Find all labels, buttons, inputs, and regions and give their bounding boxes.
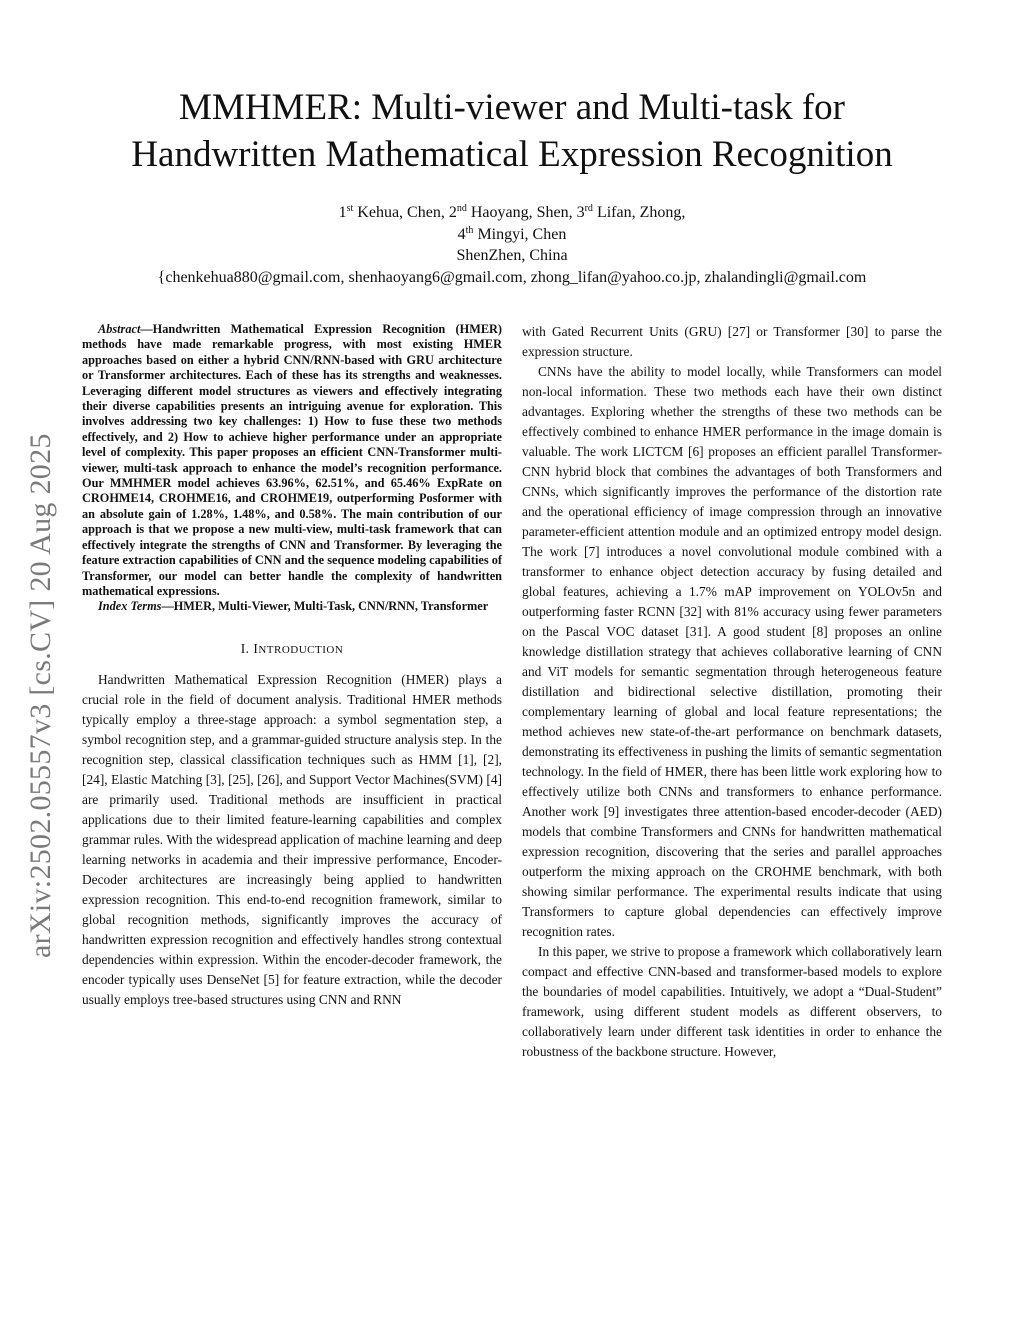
index-terms [82,599,502,614]
author-index: 4 [457,225,466,243]
abstract [82,322,502,615]
author-line-1: 1st Kehua, Chen, 2nd Haoyang, Shen, 3rd Lifan, Zhong, [338,203,686,221]
intro-paragraph-3: In this paper, we strive to propose a framework which collaboratively learn compact and effective CNN-based and transformer-based models to explore the boundaries of model capabilities. Intuitively, we adopt a “Dual-Student” framework, using different student models as different observers, to collaboratively learn under different task identities in order to enhance the robustness of the backbone structure. However, [522,944,942,1059]
author-names-3: Lifan, Zhong, [596,204,686,221]
author-name-4: Mingyi, Chen [477,225,567,243]
left-column [82,322,502,1010]
title-line-2: Handwritten Mathematical Expression Recognition [131,134,893,175]
intro-paragraph-1: Handwritten Mathematical Expression Recognition (HMER) plays a crucial role in the field of document analysis. Traditional HMER methods typically employ a three-stage approach: a symbol segmentation step, a symbol recognition step, and a grammar-guided structure analysis step. In the recognition step, classical classification techniques such as HMM [1], [2], [24], Elastic Matching [3], [25], [26], and Support Vector Machines(SVM) [4] are primarily used. Traditional methods are insufficient in practical applications due to their limited feature-learning capabilities and complex grammar rules. With the widespread application of machine learning and deep learning networks in academia and their impressive performance, Encoder-Decoder architectures are increasingly being applied to handwritten expression recognition. This end-to-end recognition framework, similar to global recognition methods, significantly improves the accuracy of handwritten expression recognition and effectively handles strong contextual dependencies within expression. Within the encoder-decoder framework, the encoder typically uses DenseNet [5] for feature extraction, while the decoder usually employs tree-based structures using CNN and RNN [82,671,502,1007]
title-line-1: MMHMER: Multi-viewer and Multi-task for [179,87,845,128]
affiliation: ShenZhen, China [456,247,568,264]
section-heading-introduction [82,639,502,660]
arxiv-identifier: arXiv:2502.05557v3 [cs.CV] 20 Aug 2025 [24,433,57,958]
abstract-body: —Handwritten Mathematical Expression Recognition (HMER) methods have made remarkable progress, with most existing HMER approaches based on either a hybrid CNN/RNN-based with GRU architecture or Transformer architectures. Each of these has its strengths and weaknesses. Leveraging different model structures as viewers and effectively integrating their diverse capabilities presents an intriguing avenue for exploration. This involves addressing two key challenges: 1) How to fuse these two methods effectively, and 2) How to achieve higher performance under an appropriate level of complexity. This paper proposes an efficient CNN-Transformer multi-viewer, multi-task approach to enhance the model’s recognition performance. Our MMHMER model achieves 63.96%, 62.51%, and 65.46% ExpRate on CROHME14, CROHME16, and CROHME19, outperforming Posformer with an absolute gain of 1.28%, 1.48%, and 0.58%. The main contribution of our approach is that we propose a new multi-view, multi-task framework that can effectively integrate the strengths of CNN and Transformer. By leveraging the feature extraction capabilities of CNN and the sequence modeling capabilities of Transformer, our model can better handle the complexity of handwritten mathematical expressions. [82,322,502,598]
ordinal-suffix: nd [456,203,467,214]
index-terms-list: —HMER, Multi-Viewer, Multi-Task, CNN/RNN, Transformer [161,599,489,614]
section-title-initial: I [253,640,259,656]
section-title-rest: NTRODUCTION [258,643,344,656]
right-column [522,322,942,1062]
ordinal-suffix: rd [584,203,593,214]
author-names-2: Haoyang, Shen, 3 [470,204,585,221]
abstract-paragraph [82,322,502,599]
author-names-1: Kehua, Chen, 2 [357,204,457,221]
index-terms-label: Index Terms [98,599,162,614]
author-emails: {chenkehua880@gmail.com, shenhaoyang6@gmail.com, zhong_lifan@yahoo.co.jp, zhalandingli@gmail.com [157,268,867,286]
intro-paragraph-continuation: with Gated Recurrent Units (GRU) [27] or Transformer [30] to parse the expression structure. [522,324,942,359]
intro-paragraph-2: CNNs have the ability to model locally, while Transformers can model non-local information. These two methods each have their own distinct advantages. Exploring whether the strengths of these two methods can be effectively combined to enhance HMER performance in the image domain is valuable. The work LICTCM [6] proposes an efficient parallel Transformer-CNN hybrid block that combines the advantages of both Transformers and CNNs, which significantly improves the performance of the distortion rate and the operational efficiency of image compression through an innovative parameter-efficient attention module and an optimized entropy model design. The work [7] introduces a novel convolutional module combined with a transformer to enhance object detection accuracy by fusing detailed and global features, achieving a 1.7% mAP improvement on YOLOv5n and outperforming faster RCNN [32] with 81% accuracy using fewer parameters on the Pascal VOC dataset [31]. A good student [8] proposes an online knowledge distillation strategy that achieves collaborative learning of CNN and ViT models for semantic segmentation through heterogeneous feature distillation and bidirectional selective distillation, promoting their complementary learning of global and local feature representations; the method achieves new state-of-the-art performance on benchmark datasets, demonstrating its effectiveness in pushing the limits of semantic segmentation technology. In the field of HMER, there has been little work exploring how to effectively utilize both CNNs and transformers to enhance performance. Another work [9] investigates three attention-based encoder-decoder (AED) models that combine Transformers and CNNs for handwritten mathematical expression recognition, discovering that the series and parallel approaches outperform the mixing approach on the CROHME benchmark, with both showing similar performance. The experimental results indicate that using Transformers to capture global dependencies can effectively improve recognition rates. [522,364,942,939]
author-line-2 [60,224,964,246]
paper-title [60,84,964,178]
ordinal-suffix: th [465,224,474,236]
ordinal-suffix: st [346,203,354,214]
author-block [60,202,964,288]
abstract-label: Abstract [98,322,141,336]
section-number: I. [240,640,250,656]
